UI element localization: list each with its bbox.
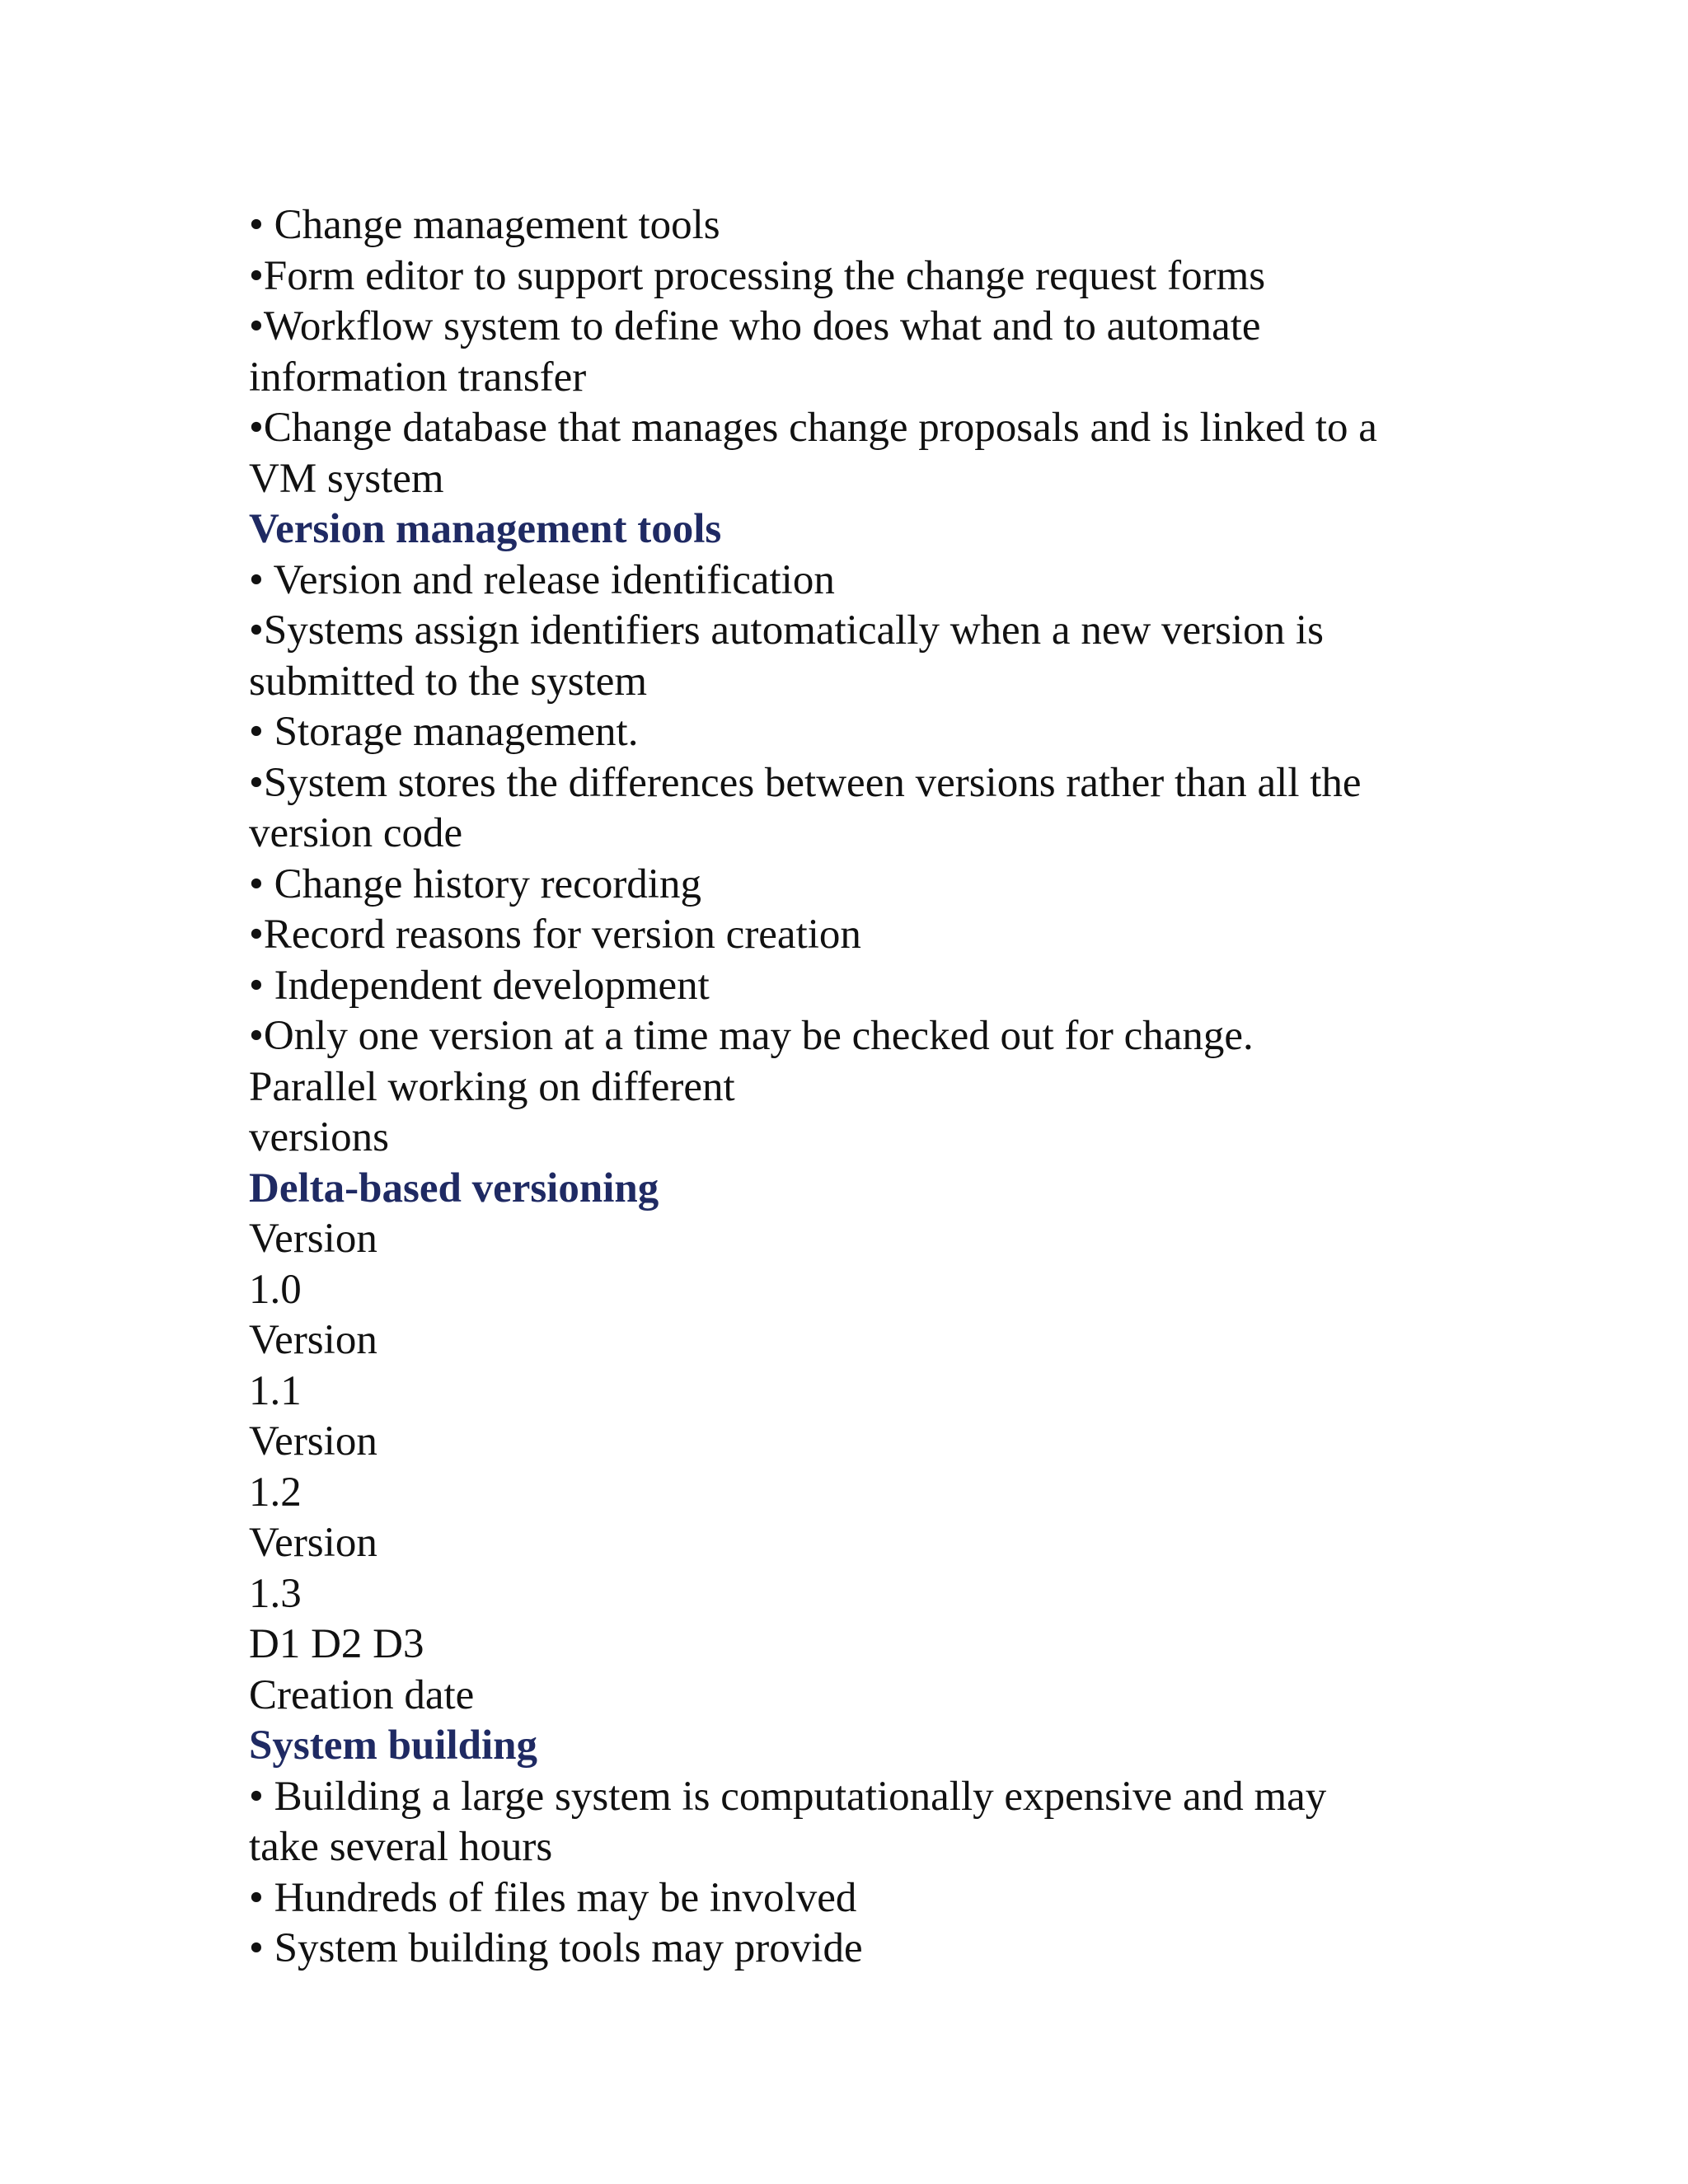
body-line: 1.0 xyxy=(249,1266,302,1313)
document-body xyxy=(249,200,1485,1975)
body-line: • Change management tools xyxy=(249,202,720,248)
body-line: •System stores the differences between versions rather than all the xyxy=(249,759,1362,806)
body-line: VM system xyxy=(249,455,444,502)
body-line: information transfer xyxy=(249,354,587,401)
body-line: •Form editor to support processing the change request forms xyxy=(249,252,1266,299)
body-line: •Systems assign identifiers automatically when a new version is xyxy=(249,607,1324,654)
body-line: • Storage management. xyxy=(249,709,639,755)
body-line: •Workflow system to define who does what and to automate xyxy=(249,303,1261,349)
body-line: Version xyxy=(249,1317,377,1363)
body-line: version code xyxy=(249,810,463,856)
body-line: Version xyxy=(249,1418,377,1465)
body-line: • Independent development xyxy=(249,962,710,1009)
section-heading-version-management-tools: Version management tools xyxy=(249,506,722,552)
body-line: • Change history recording xyxy=(249,860,701,907)
body-line: 1.1 xyxy=(249,1367,302,1414)
body-line: submitted to the system xyxy=(249,658,648,705)
body-line: take several hours xyxy=(249,1824,553,1870)
section-heading-system-building: System building xyxy=(249,1722,538,1769)
body-line: Parallel working on different xyxy=(249,1063,735,1110)
body-line: • Building a large system is computationally expensive and may xyxy=(249,1773,1327,1820)
body-line: Version xyxy=(249,1216,377,1262)
body-line: 1.2 xyxy=(249,1469,302,1516)
section-heading-delta-based-versioning: Delta-based versioning xyxy=(249,1165,659,1212)
body-line: • Version and release identification xyxy=(249,556,835,603)
body-line: •Change database that manages change proposals and is linked to a xyxy=(249,405,1377,451)
body-line: Creation date xyxy=(249,1671,475,1718)
body-line: •Only one version at a time may be checked out for change. xyxy=(249,1013,1254,1059)
body-line: • System building tools may provide xyxy=(249,1925,863,1971)
body-line: Version xyxy=(249,1520,377,1566)
body-line: • Hundreds of files may be involved xyxy=(249,1874,857,1921)
body-line: 1.3 xyxy=(249,1570,302,1617)
body-line: D1 D2 D3 xyxy=(249,1621,424,1667)
body-line: •Record reasons for version creation xyxy=(249,912,861,958)
body-line: versions xyxy=(249,1114,389,1160)
